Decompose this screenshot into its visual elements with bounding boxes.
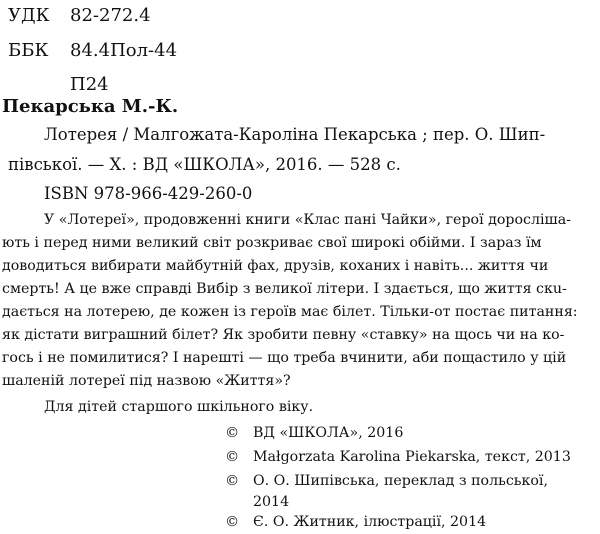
bbk-line [8,42,177,60]
udc-line [8,7,151,25]
copyright-illustrator [225,515,486,529]
annotation-line-1: У «Лотереї», продовженні книги «Клас пані Чайки», герої дорослішa- [44,212,571,228]
copyright-icon: © [225,514,240,530]
udc-label: УДК [8,5,50,26]
bbk-label: ББК [8,40,49,61]
copyright-icon: © [225,425,240,441]
udc-value: 82-272.4 [70,5,151,26]
copyright-text: Є. О. Житник, ілюстрації, 2014 [253,514,487,530]
copyright-author [225,450,571,464]
annotation-line-8: шаленій лотереї під назвою «Життя»? [2,373,291,389]
author-mark: П24 [70,74,109,95]
copyright-text: ВД «ШКОЛА», 2016 [253,425,404,441]
audience-note: Для дітей старшого шкільного віку. [44,399,314,415]
author-heading: Пекарська М.-К. [2,96,179,117]
copyright-icon: © [225,473,240,489]
annotation-line-2: ють і перед ними великий світ розкриває свої широкі обійми. І зараз їм [2,235,542,251]
annotation-line-4: смерть! А це вже справді Вибір з великої літери. І здається, що життя скu- [2,281,567,297]
copyright-translator-year: 2014 [253,494,290,510]
isbn: ISBN 978-966-429-260-0 [44,184,253,203]
annotation-line-7: гось і не помилитися? І нарешті — що треба вчинити, аби пощастило у цій [2,350,567,366]
copyright-text: Małgorzata Karolina Piekarska, текст, 2013 [253,449,571,465]
annotation-line-3: доводиться вибирати майбутній фах, друзів, коханих і навіть... життя чи [2,258,549,274]
copyright-translator [225,474,548,488]
copyright-text: О. О. Шипівська, переклад з польської, [253,473,548,489]
copyright-icon: © [225,449,240,465]
biblio-line-1: Лотерея / Малгожата-Кароліна Пекарська ; пер. О. Шип- [44,125,546,144]
annotation-line-5: дається на лотерею, де кожен із героїв має білет. Тільки-от постає питання: [2,304,578,320]
copyright-publisher [225,426,403,440]
biblio-line-2: півської. — Х. : ВД «ШКОЛА», 2016. — 528 с. [8,155,401,174]
bbk-value: 84.4Пол-44 [70,40,178,61]
annotation-line-6: як дістати виграшний білет? Як зробити певну «ставку» на щось чи на ко- [2,327,565,343]
